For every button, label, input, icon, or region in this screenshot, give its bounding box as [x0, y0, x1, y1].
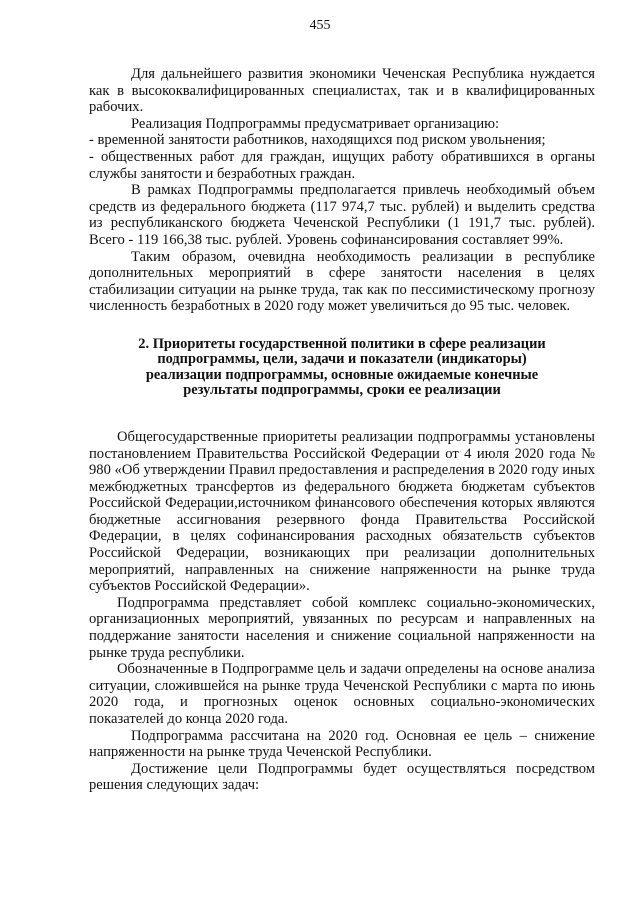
- section-heading-line: 2. Приоритеты государственной политики в сфере реализации: [138, 335, 546, 352]
- paragraph-organization-intro: Реализация Подпрограммы предусматривает организацию:: [131, 115, 500, 132]
- paragraph-tasks-intro: Достижение цели Подпрограммы будет осуществляться посредством решения следующих задач:: [89, 760, 595, 794]
- paragraph-necessity: Таким образом, очевидна необходимость реализации в республике дополнительных мероприятий в сфере занятости населения в целях стабилизации ситуации на рынке труда, так как по пессимистическому прогнозу численность безработных в 2020 году может увеличиться до 95 тыс. человек.: [89, 248, 595, 315]
- paragraph-funding: В рамках Подпрограммы предполагается привлечь необходимый объем средств из федерального бюджета (117 974,7 тыс. рублей) и выделить средства из республиканского бюджета Чеченской Республики (1 191,7 тыс. рублей). Всего - 119 166,38 тыс. рублей. Уровень софинансирования составляет 99%.: [89, 182, 595, 248]
- paragraph-state-priorities: Общегосударственные приоритеты реализации подпрограммы установлены постановлением Правительства Российской Федерации от 4 июля 2020 года № 980 «Об утверждении Правил предоставления и распределения в 2020 году иных межбюджетных трансфертов из федерального бюджета бюджетам субъектов Российской Федерации,источником финансового обеспечения которых являются бюджетные ассигнования резервного фонда Правительства Российской Федерации, в целях софинансирования расходных обязательств субъектов Российской Федерации, возникающих при реализации дополнительных мероприятий, направленных на снижение напряженности на рынке труда субъектов Российской Федерации».: [89, 428, 595, 595]
- paragraph-goals-basis: Обозначенные в Подпрограмме цель и задачи определены на основе анализа ситуации, сложившейся на рынке труда Чеченской Республики с марта по июнь 2020 года, и прогнозных оценок основных социально-экономических показателей до конца 2020 года.: [89, 661, 595, 727]
- paragraph-subprogram-complex: Подпрограмма представляет собой комплекс социально-экономических, организационных мероприятий, увязанных по ресурсам и направленных на поддержание занятости населения и снижение социальной напряженности на рынке труда республики.: [89, 594, 595, 661]
- list-item-public-works: - общественных работ для граждан, ищущих работу обратившихся в органы службы занятости и безработных граждан.: [89, 148, 595, 182]
- section-heading-line: реализации подпрограммы, основные ожидаемые конечные: [145, 366, 539, 383]
- paragraph-main-goal: Подпрограмма рассчитана на 2020 год. Основная ее цель – снижение напряженности на рынке труда Чеченской Республики.: [89, 727, 595, 761]
- paragraph-economy-needs: Для дальнейшего развития экономики Чеченская Республика нуждается как в высококвалифицированных специалистах, так и в квалифицированных рабочих.: [89, 66, 595, 116]
- section-heading-line: результаты подпрограммы, сроки ее реализации: [183, 382, 501, 399]
- page-number: 455: [309, 18, 331, 33]
- list-item-temporary-employment: - временной занятости работников, находящихся под риском увольнения;: [89, 132, 546, 149]
- section-heading: [89, 337, 595, 399]
- document-body: [89, 66, 595, 794]
- section-heading-line: подпрограммы, цели, задачи и показатели (индикаторы): [157, 351, 527, 368]
